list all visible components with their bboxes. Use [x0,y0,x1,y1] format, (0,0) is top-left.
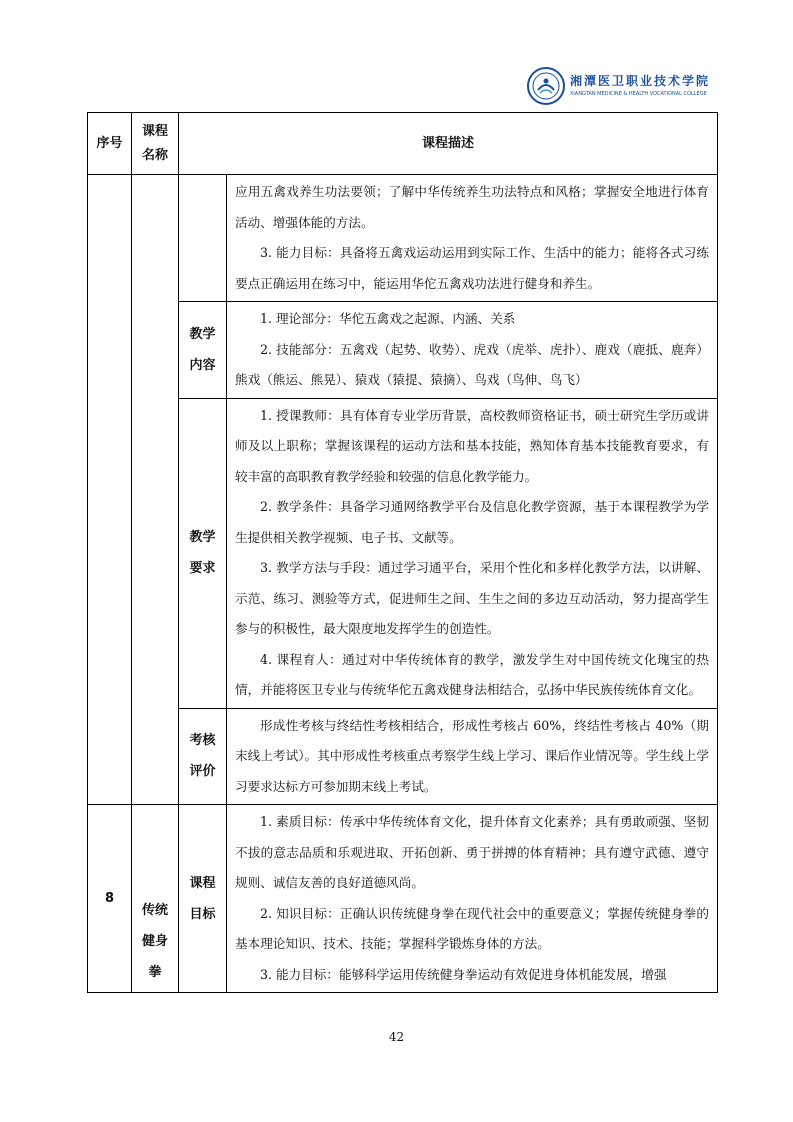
course-goals-continued [227,175,718,302]
header-desc: 课程描述 [179,113,718,175]
header-name: 课程名称 [132,113,179,175]
table-row [88,302,718,399]
category-label: 教学要求 [179,398,227,708]
goal-text: 2. 知识目标：正确认识传统健身拳在现代社会中的重要意义；掌握传统健身拳的基本理论知识、技术、技能；掌握科学锻炼身体的方法。 [235,905,709,951]
content-item: 2. 技能部分：五禽戏（起势、收势）、虎戏（虎举、虎扑）、鹿戏（鹿抵、鹿奔）熊戏（熊运、熊晃）、猿戏（猿提、猿摘）、鸟戏（鸟伸、鸟飞） [235,341,709,387]
teaching-requirements [227,398,718,708]
name-cell-continued [132,175,179,805]
course-goals [227,805,718,993]
seq-cell-continued [88,175,132,805]
college-name: 湘潭医卫职业技术学院 [570,74,711,88]
college-emblem-icon [526,66,566,106]
requirement-item: 2. 教学条件：具备学习通网络教学平台及信息化教学资源，基于本课程教学为学生提供相关教学视频、电子书、文献等。 [235,499,709,545]
course-name-cell: 传统健身拳 [132,805,179,993]
page-number: 42 [388,1030,405,1044]
goal-text: 应用五禽戏养生功法要领；了解中华传统养生功法特点和风格；掌握安全地进行体育活动、增强体能的方法。 [235,184,709,230]
content-item: 1. 理论部分：华佗五禽戏之起源、内涵、关系 [260,311,516,326]
assessment [227,708,718,805]
table-row [88,398,718,708]
category-label: 课程目标 [179,805,227,993]
header-seq: 序号 [88,113,132,175]
goal-text: 3. 能力目标：能够科学运用传统健身拳运动有效促进身体机能发展，增强 [260,966,667,982]
course-table [87,112,718,993]
category-label: 考核评价 [179,708,227,805]
table-header-row [88,113,718,175]
goal-text: 1. 素质目标：传承中华传统体育文化，提升体育文化素养；具有勇敢顽强、坚韧不拔的意志品质和乐观进取、开拓创新、勇于拼搏的体育精神；具有遵守武德、遵守规则、诚信友善的良好道德风尚。 [235,814,709,890]
requirement-item: 3. 教学方法与手段：通过学习通平台，采用个性化和多样化教学方法，以讲解、示范、练习、测验等方式，促进师生之间、生生之间的多边互动活动，努力提高学生参与的积极性，最大限度地发挥学生的创造性。 [235,560,709,636]
table-row [88,175,718,302]
seq-cell: 8 [88,805,132,993]
goal-text: 3. 能力目标：具备将五禽戏运动运用到实际工作、生活中的能力；能将各式习练要点正确运用在练习中，能运用华佗五禽戏功法进行健身和养生。 [235,245,709,291]
category-label: 教学内容 [179,302,227,399]
college-logo [526,66,716,110]
assessment-text: 形成性考核与终结性考核相结合，形成性考核占 60%，终结性考核占 40%（期末线上考试）。其中形成性考核重点考察学生线上学习、课后作业情况等。学生线上学习要求达标方可参加期末线上考试。 [235,717,709,794]
requirement-item: 4. 课程育人：通过对中华传统体育的教学，激发学生对中国传统文化瑰宝的热情，并能将医卫专业与传统华佗五禽戏健身法相结合，弘扬中华民族传统体育文化。 [235,651,709,697]
college-name-en: XIANGTAN MEDICINE & HEALTH VOCATIONAL COLLEGE [570,91,707,97]
table-row [88,805,718,993]
table-row [88,708,718,805]
teaching-content [227,302,718,399]
requirement-item: 1. 授课教师：具有体育专业学历背景，高校教师资格证书，硕士研究生学历或讲师及以上职称；掌握该课程的运动方法和基本技能，熟知体育基本技能教育要求，有较丰富的高职教育教学经验和较强的信息化教学能力。 [235,407,709,484]
category-cell-empty [179,175,227,302]
